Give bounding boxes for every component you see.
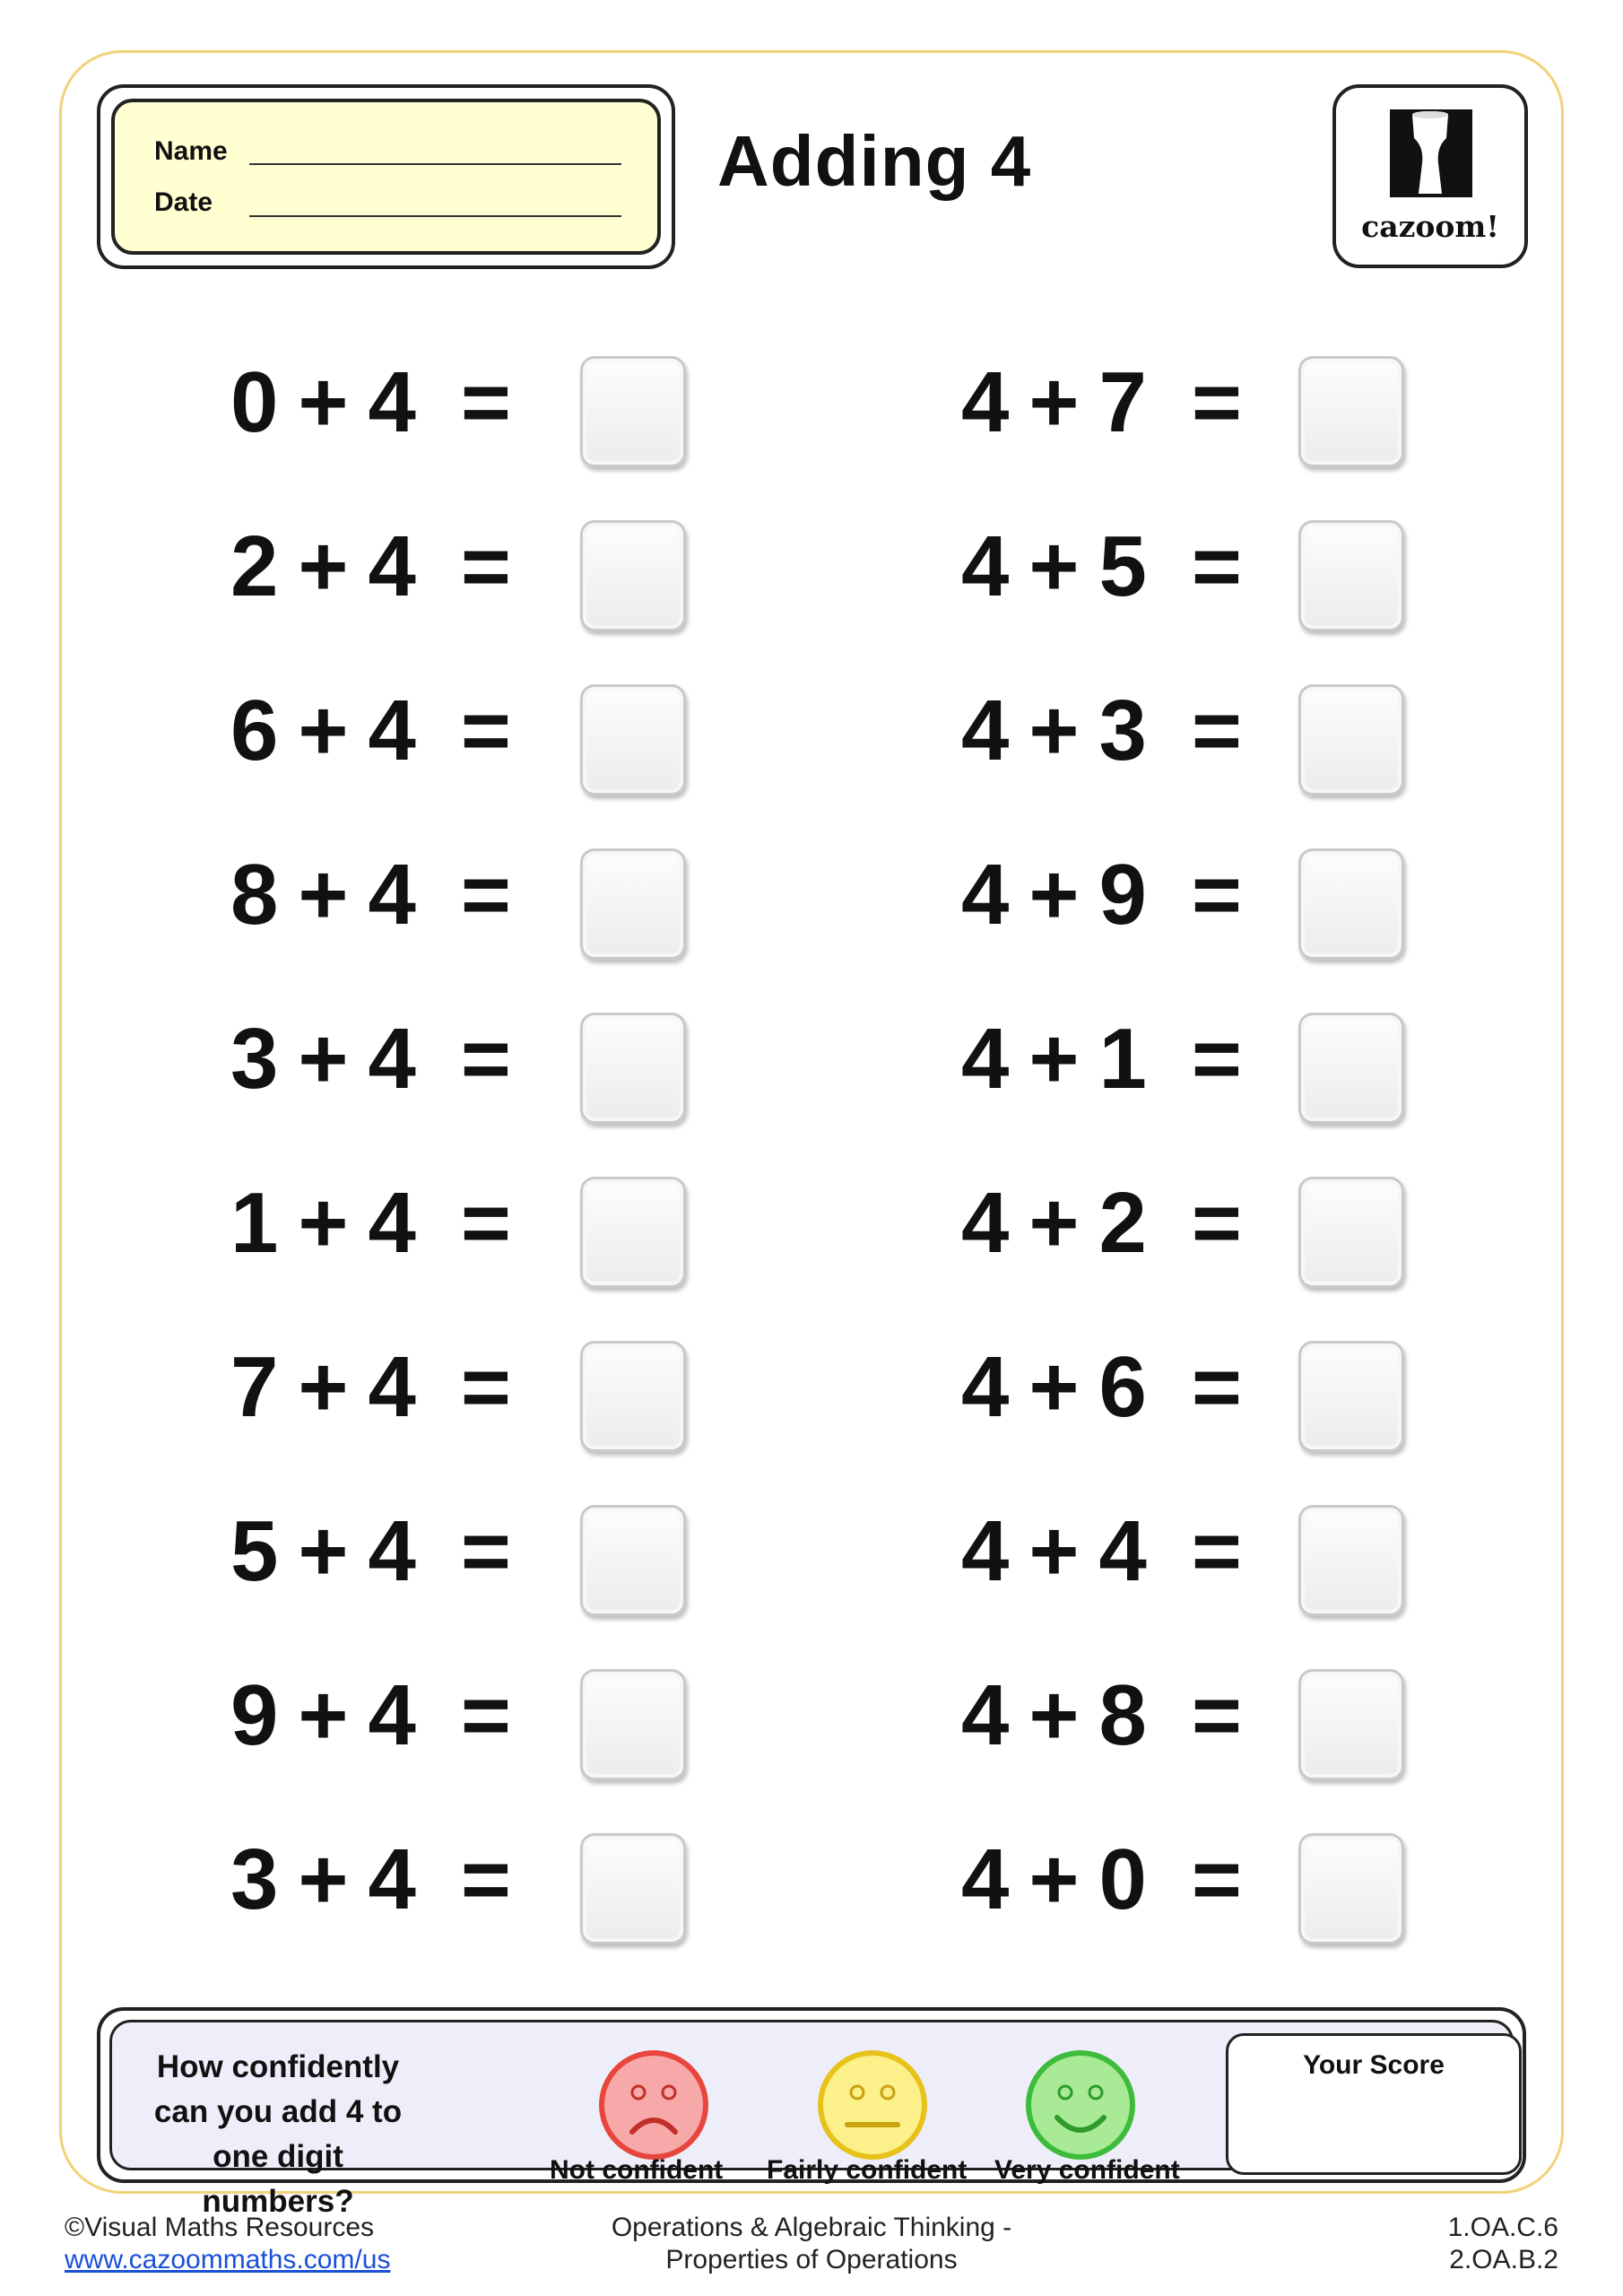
- addend-a: 1: [230, 1175, 279, 1271]
- plus-sign: +: [298, 1011, 349, 1107]
- left-answer-box-8[interactable]: [580, 1505, 686, 1616]
- very-confident-option[interactable]: [1025, 2049, 1136, 2165]
- left-answer-box-9[interactable]: [580, 1669, 686, 1780]
- equals-sign: =: [1191, 1175, 1242, 1271]
- left-equation-9: [230, 1667, 511, 1763]
- plus-sign: +: [298, 847, 349, 943]
- plus-sign: +: [1028, 1503, 1080, 1599]
- footer-right: [1448, 2212, 1558, 2276]
- addend-b: 4: [368, 1339, 416, 1435]
- left-answer-box-10[interactable]: [580, 1833, 686, 1944]
- plus-sign: +: [1028, 1667, 1080, 1763]
- left-equation-4: [230, 847, 511, 943]
- equals-sign: =: [460, 1831, 511, 1927]
- score-label: Your Score: [1303, 2050, 1445, 2080]
- addend-a: 7: [230, 1339, 279, 1435]
- plus-sign: +: [1028, 1339, 1080, 1435]
- right-equation-2: [961, 518, 1242, 614]
- equals-sign: =: [1191, 1339, 1242, 1435]
- right-answer-box-4[interactable]: [1298, 848, 1404, 960]
- equals-sign: =: [1191, 1667, 1242, 1763]
- addend-a: 4: [961, 1831, 1010, 1927]
- right-answer-box-8[interactable]: [1298, 1505, 1404, 1616]
- equals-sign: =: [1191, 847, 1242, 943]
- addend-a: 3: [230, 1011, 279, 1107]
- addend-b: 4: [368, 518, 416, 614]
- right-equation-1: [961, 354, 1242, 450]
- addend-b: 3: [1098, 683, 1147, 778]
- equals-sign: =: [460, 1503, 511, 1599]
- plus-sign: +: [298, 1339, 349, 1435]
- addend-b: 4: [368, 354, 416, 450]
- addend-b: 4: [368, 683, 416, 778]
- equals-sign: =: [460, 683, 511, 778]
- equals-sign: =: [460, 1175, 511, 1271]
- plus-sign: +: [298, 1831, 349, 1927]
- equals-sign: =: [460, 354, 511, 450]
- name-label: Name: [154, 136, 228, 166]
- left-equation-6: [230, 1175, 511, 1271]
- addend-b: 6: [1098, 1339, 1147, 1435]
- left-answer-box-1[interactable]: [580, 356, 686, 467]
- happy-face-icon: [1025, 2049, 1136, 2161]
- left-answer-box-7[interactable]: [580, 1341, 686, 1452]
- right-answer-box-10[interactable]: [1298, 1833, 1404, 1944]
- right-answer-box-2[interactable]: [1298, 520, 1404, 631]
- addend-a: 4: [961, 1175, 1010, 1271]
- addend-b: 7: [1098, 354, 1147, 450]
- addend-b: 5: [1098, 518, 1147, 614]
- addend-a: 4: [961, 847, 1010, 943]
- addend-a: 3: [230, 1831, 279, 1927]
- right-answer-box-7[interactable]: [1298, 1341, 1404, 1452]
- website-link[interactable]: www.cazoommaths.com/us: [65, 2245, 391, 2274]
- footer-left: [65, 2212, 390, 2276]
- confidence-panel: [97, 2007, 1526, 2219]
- standard-code-2: 2.OA.B.2: [1449, 2245, 1558, 2274]
- left-answer-box-2[interactable]: [580, 520, 686, 631]
- logo-text: cazoom!: [1361, 209, 1499, 244]
- fairly-confident-label: Fairly confident: [767, 2155, 968, 2185]
- plus-sign: +: [1028, 354, 1080, 450]
- plus-sign: +: [1028, 518, 1080, 614]
- plus-sign: +: [298, 1667, 349, 1763]
- right-answer-box-6[interactable]: [1298, 1177, 1404, 1288]
- equals-sign: =: [1191, 1831, 1242, 1927]
- addend-b: 0: [1098, 1831, 1147, 1927]
- addend-a: 4: [961, 354, 1010, 450]
- right-equation-10: [961, 1831, 1242, 1927]
- footer-center: [538, 2212, 1085, 2276]
- equals-sign: =: [1191, 683, 1242, 778]
- date-label: Date: [154, 187, 213, 217]
- right-equation-8: [961, 1503, 1242, 1599]
- very-confident-label: Very confident: [994, 2155, 1180, 2185]
- topic-line-1: Operations & Algebraic Thinking -: [611, 2213, 1012, 2242]
- not-confident-label: Not confident: [550, 2155, 724, 2185]
- addend-a: 4: [961, 1339, 1010, 1435]
- right-equation-7: [961, 1339, 1242, 1435]
- right-equation-3: [961, 683, 1242, 778]
- right-equation-4: [961, 847, 1242, 943]
- equals-sign: =: [460, 518, 511, 614]
- plus-sign: +: [298, 1503, 349, 1599]
- addend-b: 4: [368, 1011, 416, 1107]
- equals-sign: =: [460, 1011, 511, 1107]
- addend-a: 0: [230, 354, 279, 450]
- plus-sign: +: [1028, 1011, 1080, 1107]
- plus-sign: +: [1028, 847, 1080, 943]
- equals-sign: =: [460, 1339, 511, 1435]
- left-equation-5: [230, 1011, 511, 1107]
- fairly-confident-option[interactable]: [817, 2049, 928, 2165]
- copyright-text: ©Visual Maths Resources: [65, 2213, 375, 2242]
- addend-b: 1: [1098, 1011, 1147, 1107]
- neutral-face-icon: [817, 2049, 928, 2161]
- standard-code-1: 1.OA.C.6: [1447, 2213, 1558, 2242]
- left-equation-10: [230, 1831, 511, 1927]
- addend-b: 9: [1098, 847, 1147, 943]
- plus-sign: +: [298, 518, 349, 614]
- addend-b: 4: [1098, 1503, 1147, 1599]
- right-equation-5: [961, 1011, 1242, 1107]
- addend-a: 4: [961, 683, 1010, 778]
- addend-a: 5: [230, 1503, 279, 1599]
- plus-sign: +: [298, 683, 349, 778]
- addend-b: 4: [368, 1503, 416, 1599]
- plus-sign: +: [1028, 683, 1080, 778]
- right-equation-9: [961, 1667, 1242, 1763]
- score-box[interactable]: [1226, 2033, 1522, 2175]
- cazoom-logo: [1332, 84, 1528, 268]
- equals-sign: =: [1191, 1011, 1242, 1107]
- left-equation-7: [230, 1339, 511, 1435]
- equals-sign: =: [460, 1667, 511, 1763]
- left-equation-1: [230, 354, 511, 450]
- left-equation-3: [230, 683, 511, 778]
- right-answer-box-9[interactable]: [1298, 1669, 1404, 1780]
- name-line[interactable]: [249, 163, 621, 165]
- addend-a: 4: [961, 1667, 1010, 1763]
- date-line[interactable]: [249, 215, 621, 217]
- addend-b: 4: [368, 1831, 416, 1927]
- equals-sign: =: [1191, 354, 1242, 450]
- right-answer-box-3[interactable]: [1298, 684, 1404, 796]
- addend-b: 8: [1098, 1667, 1147, 1763]
- confidence-question: How confidently can you add 4 to one digit numbers?: [153, 2049, 403, 2219]
- topic-line-2: Properties of Operations: [665, 2245, 958, 2274]
- right-answer-box-5[interactable]: [1298, 1013, 1404, 1124]
- addend-a: 6: [230, 683, 279, 778]
- sad-face-icon: [598, 2049, 709, 2161]
- name-date-box: [97, 84, 675, 269]
- plus-sign: +: [1028, 1831, 1080, 1927]
- addend-a: 4: [961, 518, 1010, 614]
- addend-a: 8: [230, 847, 279, 943]
- addend-a: 4: [961, 1503, 1010, 1599]
- left-answer-box-4[interactable]: [580, 848, 686, 960]
- equals-sign: =: [1191, 1503, 1242, 1599]
- plus-sign: +: [298, 354, 349, 450]
- addend-a: 2: [230, 518, 279, 614]
- addend-a: 9: [230, 1667, 279, 1763]
- left-equation-8: [230, 1503, 511, 1599]
- addend-b: 2: [1098, 1175, 1147, 1271]
- addend-b: 4: [368, 847, 416, 943]
- addend-b: 4: [368, 1667, 416, 1763]
- left-answer-box-6[interactable]: [580, 1177, 686, 1288]
- addend-b: 4: [368, 1175, 416, 1271]
- page-title: Adding 4: [717, 121, 1032, 201]
- plus-sign: +: [1028, 1175, 1080, 1271]
- left-equation-2: [230, 518, 511, 614]
- equals-sign: =: [460, 847, 511, 943]
- left-answer-box-3[interactable]: [580, 684, 686, 796]
- addend-a: 4: [961, 1011, 1010, 1107]
- right-equation-6: [961, 1175, 1242, 1271]
- left-answer-box-5[interactable]: [580, 1013, 686, 1124]
- right-answer-box-1[interactable]: [1298, 356, 1404, 467]
- not-confident-option[interactable]: [598, 2049, 709, 2165]
- plus-sign: +: [298, 1175, 349, 1271]
- equals-sign: =: [1191, 518, 1242, 614]
